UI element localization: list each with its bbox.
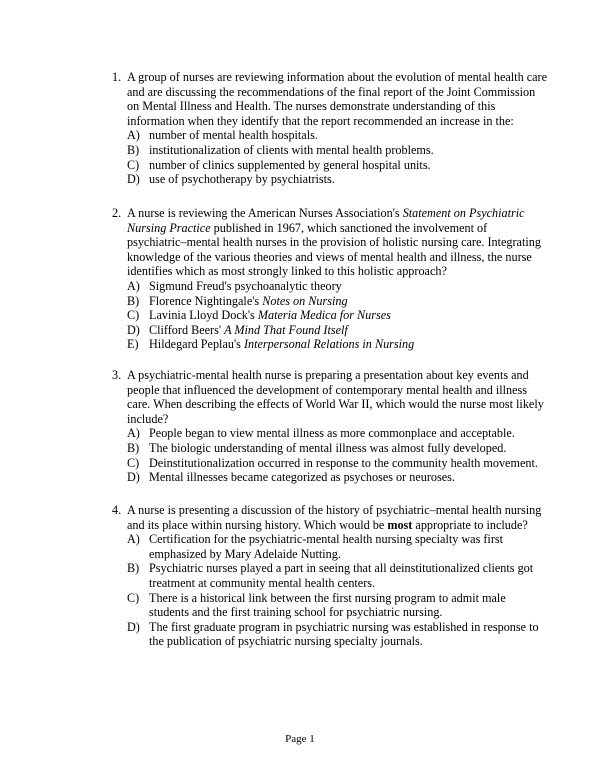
option-letter: D) <box>127 172 140 187</box>
option-b <box>127 294 548 309</box>
option-b <box>127 441 548 456</box>
option-text-part: Sigmund Freud's psychoanalytic theory <box>149 278 342 293</box>
option-text: institutionalization of clients with mental health problems. <box>149 142 434 157</box>
question-text-part: appropriate to include? <box>412 517 528 532</box>
option-b <box>127 561 548 590</box>
option-letter: A) <box>127 278 140 293</box>
option-text-part: Hildegard Peplau's <box>149 337 244 352</box>
option-letter: E) <box>127 337 139 352</box>
option-letter: A) <box>127 426 140 441</box>
question-1 <box>112 70 548 187</box>
question-text-part: A nurse is presenting a discussion of the history of psychiatric–mental health nursing and its place within nursing history. Which would be <box>127 503 542 532</box>
option-d <box>127 470 548 485</box>
question-text-part: A nurse is reviewing the American Nurses Association's <box>127 206 403 220</box>
option-text: Deinstitutionalization occurred in response to the community health movement. <box>149 455 538 470</box>
option-text <box>149 323 548 338</box>
question-number: 3. <box>112 368 122 382</box>
option-c <box>127 456 548 471</box>
options-list <box>127 532 548 649</box>
question-text: A psychiatric-mental health nurse is preparing a presentation about key events and people that influenced the development of contemporary mental health and illness care. When describing the effects of World War II, which would the nurse most likely include? <box>127 368 544 426</box>
option-c <box>127 591 548 620</box>
question-number: 1. <box>112 70 122 84</box>
option-letter: B) <box>127 440 140 455</box>
option-letter: C) <box>127 455 140 470</box>
question-stem <box>112 368 548 426</box>
question-number: 2. <box>112 206 122 220</box>
option-d <box>127 323 548 338</box>
option-letter: B) <box>127 561 140 576</box>
option-letter: B) <box>127 293 140 308</box>
option-letter: C) <box>127 590 140 605</box>
option-letter: D) <box>127 322 140 337</box>
option-c <box>127 158 548 173</box>
option-d <box>127 620 548 649</box>
option-e <box>127 337 548 352</box>
question-stem <box>112 70 548 128</box>
option-text: Certification for the psychiatric-mental health nursing specialty was first emphasized by Mary Adelaide Nutting. <box>149 532 504 561</box>
option-letter: D) <box>127 619 140 634</box>
question-text-part: published in 1967, which sanctioned the involvement of psychiatric–mental health nurses in the provision of holistic nursing care. Integrating knowledge of the various theories and views of mental health and illness, the nurse identifies which as most strongly linked to this holistic approach? <box>127 220 541 279</box>
options-list <box>127 128 548 186</box>
emphasis-word: most <box>387 517 413 532</box>
option-letter: A) <box>127 532 140 547</box>
option-text <box>149 294 548 309</box>
publication-title: Statement on Psychiatric Nursing Practice <box>127 206 525 235</box>
option-text: number of mental health hospitals. <box>149 128 318 143</box>
option-d <box>127 172 548 187</box>
option-text-part: Clifford Beers' <box>149 322 225 337</box>
page-number: Page 1 <box>285 733 315 745</box>
option-letter: B) <box>127 142 140 157</box>
question-text: A group of nurses are reviewing information about the evolution of mental health care and are discussing the recommendations of the final report of the Joint Commission on Mental Illness and Health. The nurses demonstrate understanding of this information when they identify that the report recommended an increase in the: <box>127 70 547 128</box>
options-list <box>127 426 548 484</box>
option-italic-title: A Mind That Found Itself <box>224 322 348 337</box>
option-text: The biologic understanding of mental illness was almost fully developed. <box>149 440 507 455</box>
option-text: The first graduate program in psychiatric nursing was established in response to the publication of psychiatric nursing specialty journals. <box>149 619 539 649</box>
option-a <box>127 128 548 143</box>
question-stem <box>112 503 548 532</box>
option-text <box>149 279 548 294</box>
question-number: 4. <box>112 503 122 517</box>
option-text: People began to view mental illness as more commonplace and acceptable. <box>149 426 515 441</box>
question-stem <box>112 206 548 279</box>
option-text: Psychiatric nurses played a part in seeing that all deinstitutionalized clients got treatment at community mental health centers. <box>149 561 534 590</box>
option-b <box>127 143 548 158</box>
question-text <box>127 206 548 279</box>
question-2 <box>112 206 548 352</box>
option-a <box>127 426 548 441</box>
option-letter: D) <box>127 470 140 485</box>
option-a <box>127 532 548 561</box>
option-text <box>149 337 548 352</box>
options-list <box>127 279 548 352</box>
question-4 <box>112 503 548 649</box>
option-text: Mental illnesses became categorized as psychoses or neuroses. <box>149 470 455 485</box>
option-letter: C) <box>127 157 140 172</box>
option-italic-title: Notes on Nursing <box>262 293 348 308</box>
option-text-part: Lavinia Lloyd Dock's <box>149 308 258 323</box>
question-text <box>127 503 548 532</box>
option-text: There is a historical link between the first nursing program to admit male students and the first training school for psychiatric nursing. <box>149 590 506 620</box>
option-text-part: Florence Nightingale's <box>149 293 263 308</box>
option-letter: A) <box>127 128 140 143</box>
option-italic-title: Interpersonal Relations in Nursing <box>243 337 415 352</box>
option-a <box>127 279 548 294</box>
option-letter: C) <box>127 308 140 323</box>
option-text <box>149 308 548 323</box>
question-3 <box>112 368 548 485</box>
option-text: number of clinics supplemented by general hospital units. <box>149 157 431 172</box>
option-text: use of psychotherapy by psychiatrists. <box>149 172 335 187</box>
option-c <box>127 308 548 323</box>
option-italic-title: Materia Medica for Nurses <box>257 308 391 323</box>
